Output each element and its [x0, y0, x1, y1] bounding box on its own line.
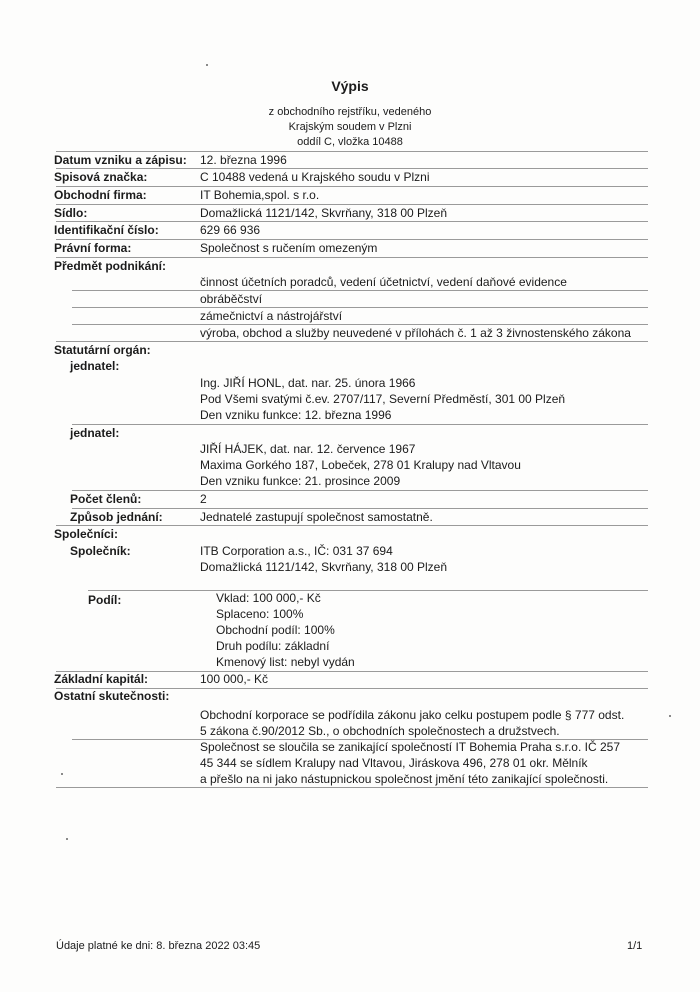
value-pravni-forma: Společnost s ručením omezeným: [200, 241, 378, 255]
label-sidlo: Sídlo:: [54, 206, 88, 220]
predmet-item: výroba, obchod a služby neuvedené v přílohách č. 1 až 3 živnostenského zákona: [200, 326, 631, 340]
label-pravni-forma: Právní forma:: [54, 241, 132, 255]
predmet-item: obráběčství: [200, 292, 263, 306]
label-jednatel-2: jednatel:: [70, 426, 120, 440]
jednatel-2-line: JIŘÍ HÁJEK, dat. nar. 12. července 1967: [200, 442, 416, 456]
value-zakladni-kapital: 100 000,- Kč: [200, 672, 269, 686]
label-obchodni-firma: Obchodní firma:: [54, 188, 147, 202]
divider: [56, 787, 648, 788]
label-zpusob-jednani: Způsob jednání:: [70, 510, 163, 524]
divider: [72, 307, 648, 308]
value-spisova-znacka: C 10488 vedená u Krajského soudu v Plzni: [200, 170, 430, 184]
podil-line: Splaceno: 100%: [216, 607, 304, 621]
podil-line: Obchodní podíl: 100%: [216, 623, 335, 637]
label-zakladni-kapital: Základní kapitál:: [54, 672, 149, 686]
podil-line: Kmenový list: nebyl vydán: [216, 655, 355, 669]
value-obchodni-firma: IT Bohemia,spol. s r.o.: [200, 188, 320, 202]
value-zpusob-jednani: Jednatelé zastupují společnost samostatně.: [200, 510, 433, 524]
podil-line: Vklad: 100 000,- Kč: [216, 591, 321, 605]
divider: [56, 525, 648, 526]
spolecnik-line: Domažlická 1121/142, Skvrňany, 318 00 Plzeň: [200, 560, 448, 574]
ostatni-line: Společnost se sloučila se zanikající společností IT Bohemia Praha s.r.o. IČ 257: [200, 740, 620, 754]
ostatni-line: 45 344 se sídlem Kralupy nad Vltavou, Jiráskova 496, 278 01 okr. Mělník: [200, 756, 588, 770]
page-number: 1/1: [627, 940, 643, 952]
label-statutarni-organ: Statutární orgán:: [54, 343, 151, 357]
document-title: Výpis: [331, 78, 369, 94]
value-pocet-clenu: 2: [200, 492, 207, 506]
ostatni-line: 5 zákona č.90/2012 Sb., o obchodních společnostech a družstvech.: [200, 724, 560, 738]
label-identifikacni-cislo: Identifikační číslo:: [54, 223, 159, 237]
label-datum-vzniku: Datum vzniku a zápisu:: [54, 153, 187, 167]
value-sidlo: Domažlická 1121/142, Skvrňany, 318 00 Plzeň: [200, 206, 448, 220]
ostatni-line: a přešlo na ni jako nástupnickou společnost jmění této zanikající společnosti.: [200, 772, 609, 786]
label-spisova-znacka: Spisová značka:: [54, 170, 148, 184]
divider: [88, 590, 648, 591]
predmet-item: zámečnictví a nástrojářství: [200, 309, 343, 323]
jednatel-1-line: Den vzniku funkce: 12. března 1996: [200, 408, 392, 422]
predmet-item: činnost účetních poradců, vedení účetnictví, vedení daňové evidence: [200, 275, 567, 289]
label-spolecnik: Společník:: [70, 544, 131, 558]
jednatel-1-line: Ing. JIŘÍ HONL, dat. nar. 25. února 1966: [200, 376, 416, 390]
divider: [72, 290, 648, 291]
label-podil: Podíl:: [88, 593, 122, 607]
scan-speck: [206, 64, 208, 66]
divider: [72, 490, 648, 491]
subtitle-line-1: z obchodního rejstříku, vedeného: [268, 106, 432, 118]
value-datum-vzniku: 12. března 1996: [200, 153, 287, 167]
subtitle-line-2: Krajským soudem v Plzni: [288, 121, 412, 133]
footer-validity: Údaje platné ke dni: 8. března 2022 03:45: [56, 940, 261, 952]
label-jednatel-1: jednatel:: [70, 359, 120, 373]
ostatni-line: Obchodní korporace se podřídila zákonu jako celku postupem podle § 777 odst.: [200, 708, 625, 722]
scan-speck: [61, 773, 63, 775]
jednatel-2-line: Maxima Gorkého 187, Lobeček, 278 01 Kralupy nad Vltavou: [200, 458, 521, 472]
label-predmet-podnikani: Předmět podnikání:: [54, 259, 167, 273]
spolecnik-line: ITB Corporation a.s., IČ: 031 37 694: [200, 544, 393, 558]
subtitle-line-3: oddíl C, vložka 10488: [297, 136, 403, 148]
jednatel-2-line: Den vzniku funkce: 21. prosince 2009: [200, 474, 401, 488]
label-spolecnici: Společníci:: [54, 527, 119, 541]
jednatel-1-line: Pod Všemi svatými č.ev. 2707/117, Severní Předměstí, 301 00 Plzeň: [200, 392, 566, 406]
value-identifikacni-cislo: 629 66 936: [200, 223, 261, 237]
label-ostatni-skutecnosti: Ostatní skutečnosti:: [54, 689, 170, 703]
scan-speck: [66, 838, 68, 840]
divider: [72, 424, 648, 425]
label-pocet-clenu: Počet členů:: [70, 492, 142, 506]
scan-speck: [669, 715, 671, 717]
podil-line: Druh podílu: základní: [216, 639, 330, 653]
